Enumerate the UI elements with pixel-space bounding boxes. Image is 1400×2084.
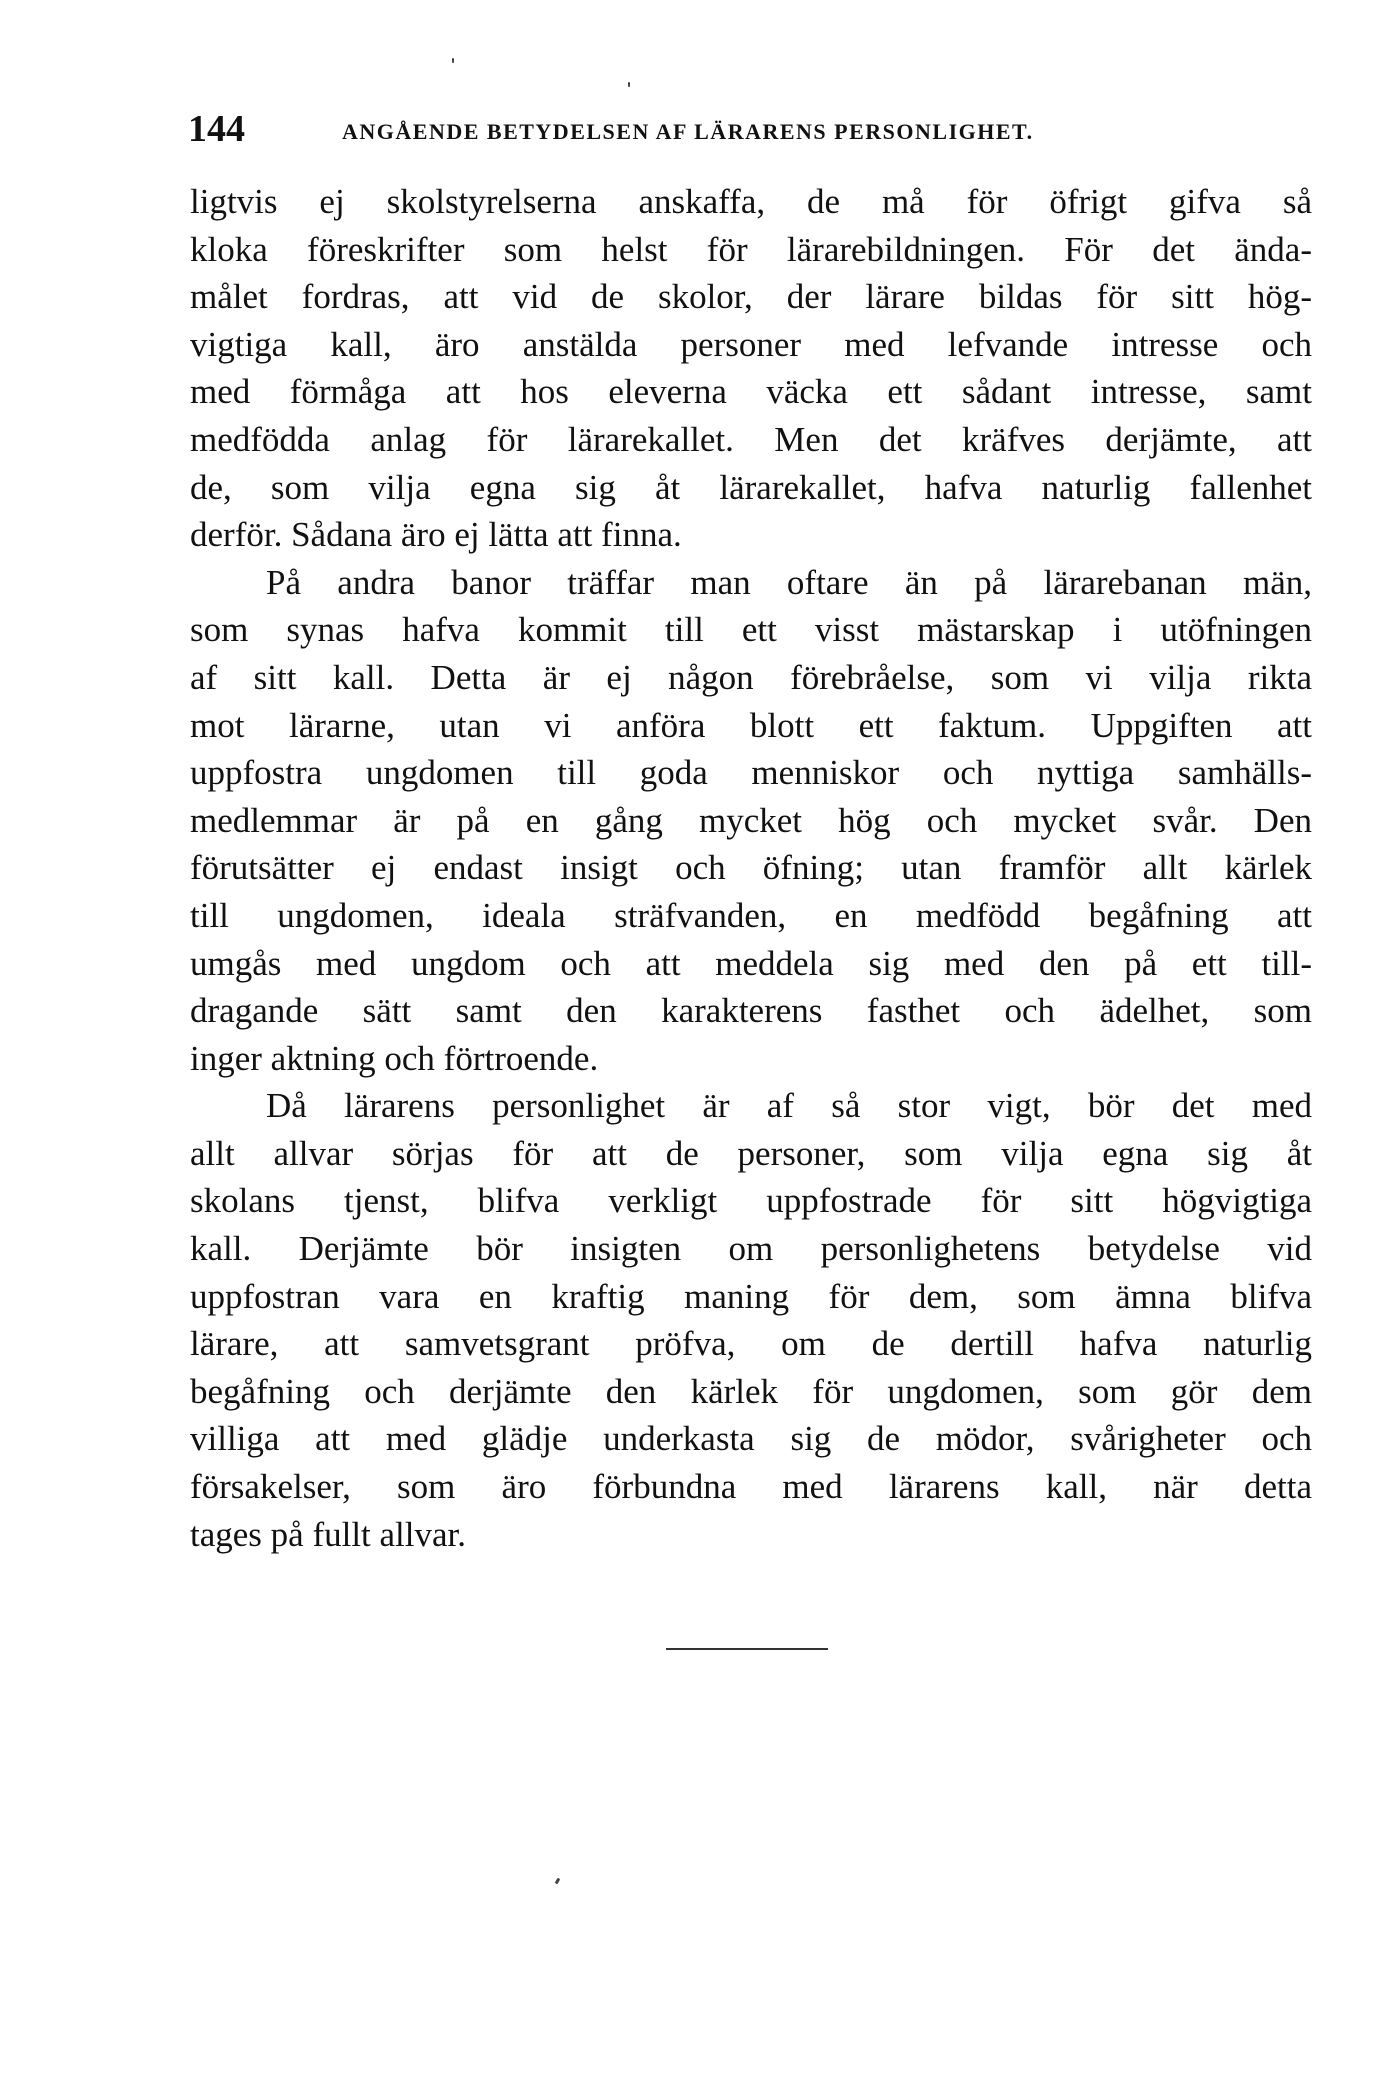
text-line: vigtiga kall, äro anstälda personer med lefvande intresse och (190, 324, 1312, 364)
text-line: På andra banor träffar man oftare än på lärarebanan män, (266, 562, 1312, 602)
text-line: begåfning och derjämte den kärlek för ungdomen, som gör dem (190, 1371, 1312, 1411)
text-line: inger aktning och förtroende. (190, 1038, 599, 1078)
body-text (190, 178, 1312, 1558)
scan-speck (628, 82, 630, 87)
text-line: Då lärarens personlighet är af så stor vigt, bör det med (266, 1086, 1312, 1126)
paragraph-1 (190, 178, 1312, 559)
running-head (188, 104, 1308, 154)
text-line: de, som vilja egna sig åt lärarekallet, hafva naturlig fallenhet (190, 467, 1312, 507)
text-line: medlemmar är på en gång mycket hög och mycket svår. Den (190, 800, 1312, 840)
text-line: målet fordras, att vid de skolor, der lärare bildas för sitt hög- (190, 277, 1312, 317)
text-line: umgås med ungdom och att meddela sig med den på ett till- (190, 943, 1312, 983)
scan-speck (452, 58, 454, 63)
text-line: försakelser, som äro förbundna med lärarens kall, när detta (190, 1467, 1312, 1507)
text-line: af sitt kall. Detta är ej någon förebråelse, som vi vilja rikta (190, 657, 1312, 697)
page-number: 144 (188, 108, 245, 150)
end-of-section-rule (666, 1648, 828, 1650)
text-line: derför. Sådana äro ej lätta att finna. (190, 515, 682, 555)
text-line: tages på fullt allvar. (190, 1514, 467, 1554)
text-line: förutsätter ej endast insigt och öfning; utan framför allt kärlek (190, 848, 1312, 888)
text-line: ligtvis ej skolstyrelserna anskaffa, de må för öfrigt gifva så (190, 182, 1312, 221)
text-line: skolans tjenst, blifva verkligt uppfostrade för sitt högvigtiga (190, 1181, 1312, 1221)
text-line: till ungdomen, ideala sträfvanden, en medfödd begåfning att (190, 895, 1312, 935)
paragraph-3 (190, 1082, 1312, 1558)
text-line: som synas hafva kommit till ett visst mästarskap i utöfningen (190, 610, 1312, 650)
paragraph-2 (190, 559, 1312, 1083)
scan-speck (555, 1878, 561, 1885)
text-line: uppfostran vara en kraftig maning för dem, som ämna blifva (190, 1276, 1312, 1316)
text-line: dragande sätt samt den karakterens fasthet och ädelhet, som (190, 991, 1312, 1031)
text-line: mot lärarne, utan vi anföra blott ett faktum. Uppgiften att (190, 705, 1312, 745)
text-line: lärare, att samvetsgrant pröfva, om de dertill hafva naturlig (190, 1324, 1312, 1364)
text-line: med förmåga att hos eleverna väcka ett sådant intresse, samt (190, 372, 1312, 412)
text-line: allt allvar sörjas för att de personer, som vilja egna sig åt (190, 1133, 1312, 1173)
text-line: kall. Derjämte bör insigten om personlighetens betydelse vid (190, 1229, 1312, 1269)
running-title: ANGÅENDE BETYDELSEN AF LÄRARENS PERSONLIGHET. (342, 119, 1034, 144)
text-line: medfödda anlag för lärarekallet. Men det kräfves derjämte, att (190, 419, 1312, 459)
text-line: uppfostra ungdomen till goda menniskor och nyttiga samhälls- (190, 753, 1312, 793)
text-line: villiga att med glädje underkasta sig de mödor, svårigheter och (190, 1419, 1312, 1459)
text-line: kloka föreskrifter som helst för lärarebildningen. För det ända- (190, 229, 1312, 269)
